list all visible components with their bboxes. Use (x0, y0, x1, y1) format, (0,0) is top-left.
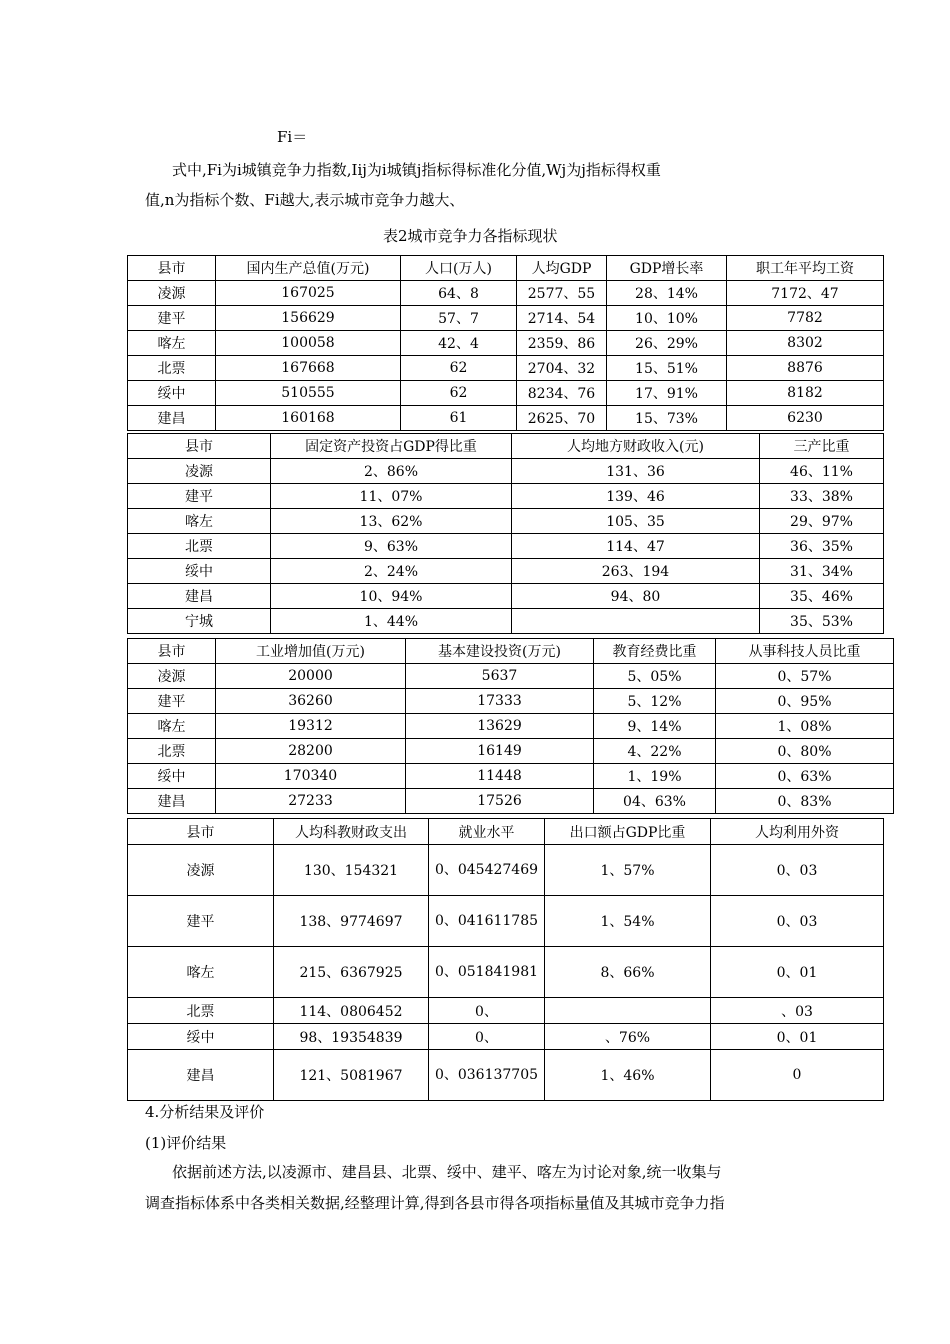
table-row (128, 998, 884, 1024)
table-cell: 0、045427469 (429, 845, 545, 896)
table-cell: 1、57% (545, 845, 711, 896)
table-cell: 170340 (216, 764, 406, 789)
table-cell: 46、11% (760, 459, 884, 484)
table-cell: 100058 (216, 331, 401, 356)
row-label: 凌源 (128, 845, 274, 896)
table-cell: 0 (711, 1050, 884, 1101)
column-header: GDP增长率 (607, 256, 727, 281)
table-cell: 0、83% (716, 789, 894, 814)
table-cell: 11、07% (271, 484, 512, 509)
table-cell: 2359、86 (517, 331, 607, 356)
table-cell: 0、03 (711, 845, 884, 896)
column-header: 县市 (128, 819, 274, 845)
column-header: 人口(万人) (401, 256, 517, 281)
table-row (128, 281, 884, 306)
subsection-title: (1)评价结果 (145, 1134, 227, 1152)
table-cell: 15、51% (607, 356, 727, 381)
table-row (128, 356, 884, 381)
table-cell: 2、86% (271, 459, 512, 484)
column-header: 工业增加值(万元) (216, 639, 406, 664)
table-cell: 、76% (545, 1024, 711, 1050)
table-cell: 215、6367925 (274, 947, 429, 998)
row-label: 喀左 (128, 331, 216, 356)
table-cell: 8182 (727, 381, 884, 406)
table-cell: 5、12% (594, 689, 716, 714)
paragraph-line: 调查指标体系中各类相关数据,经整理计算,得到各县市得各项指标量值及其城市竞争力指 (145, 1194, 725, 1212)
table-row (128, 947, 884, 998)
table-header-row (128, 819, 884, 845)
table-cell: 1、46% (545, 1050, 711, 1101)
row-label: 北票 (128, 356, 216, 381)
row-label: 绥中 (128, 764, 216, 789)
table-cell: 7782 (727, 306, 884, 331)
table-cell: 167668 (216, 356, 401, 381)
column-header: 县市 (128, 639, 216, 664)
row-label: 宁城 (128, 609, 271, 634)
row-label: 绥中 (128, 559, 271, 584)
table-cell: 8234、76 (517, 381, 607, 406)
table-row (128, 664, 894, 689)
table-header-row (128, 256, 884, 281)
table-cell: 0、95% (716, 689, 894, 714)
table-cell: 105、35 (512, 509, 760, 534)
indicator-table-4 (127, 818, 884, 1101)
row-label: 喀左 (128, 509, 271, 534)
table-cell: 36、35% (760, 534, 884, 559)
table-cell: 2、24% (271, 559, 512, 584)
formula: Fi＝ (277, 128, 308, 146)
table-row (128, 306, 884, 331)
table-cell: 1、54% (545, 896, 711, 947)
table-cell: 61 (401, 406, 517, 431)
table-cell: 2714、54 (517, 306, 607, 331)
table-cell: 131、36 (512, 459, 760, 484)
indicator-table-3 (127, 638, 894, 814)
section-title: 4.分析结果及评价 (145, 1103, 265, 1121)
table-cell (545, 998, 711, 1024)
column-header: 县市 (128, 256, 216, 281)
row-label: 建昌 (128, 584, 271, 609)
table-row (128, 331, 884, 356)
table-cell: 28200 (216, 739, 406, 764)
table-row (128, 896, 884, 947)
table-row (128, 789, 894, 814)
table-cell: 15、73% (607, 406, 727, 431)
table-cell: 7172、47 (727, 281, 884, 306)
table-cell: 1、08% (716, 714, 894, 739)
table-row (128, 584, 884, 609)
table-caption: 表2城市竞争力各指标现状 (383, 227, 558, 245)
row-label: 建平 (128, 896, 274, 947)
table-cell: 6230 (727, 406, 884, 431)
table-row (128, 689, 894, 714)
table-cell: 8302 (727, 331, 884, 356)
column-header: 职工年平均工资 (727, 256, 884, 281)
table-cell: 98、19354839 (274, 1024, 429, 1050)
table-row (128, 381, 884, 406)
table-header-row (128, 434, 884, 459)
column-header: 人均地方财政收入(元) (512, 434, 760, 459)
table-cell: 1、19% (594, 764, 716, 789)
row-label: 凌源 (128, 664, 216, 689)
table-cell: 13629 (406, 714, 594, 739)
table-cell: 138、9774697 (274, 896, 429, 947)
table-row (128, 509, 884, 534)
table-cell: 31、34% (760, 559, 884, 584)
table-cell: 42、4 (401, 331, 517, 356)
table-cell: 10、10% (607, 306, 727, 331)
table-cell: 263、194 (512, 559, 760, 584)
table-cell: 0、63% (716, 764, 894, 789)
table-cell: 114、0806452 (274, 998, 429, 1024)
row-label: 建昌 (128, 789, 216, 814)
table-row (128, 559, 884, 584)
table-cell: 19312 (216, 714, 406, 739)
table-cell: 0、57% (716, 664, 894, 689)
table-cell: 10、94% (271, 584, 512, 609)
table-cell: 9、14% (594, 714, 716, 739)
table-cell: 36260 (216, 689, 406, 714)
table-cell: 0、036137705 (429, 1050, 545, 1101)
table-cell: 0、 (429, 1024, 545, 1050)
table-cell: 33、38% (760, 484, 884, 509)
column-header: 人均利用外资 (711, 819, 884, 845)
table-cell: 5、05% (594, 664, 716, 689)
table-cell: 29、97% (760, 509, 884, 534)
column-header: 就业水平 (429, 819, 545, 845)
row-label: 喀左 (128, 714, 216, 739)
table-cell: 139、46 (512, 484, 760, 509)
table-cell (512, 609, 760, 634)
column-header: 出口额占GDP比重 (545, 819, 711, 845)
table-row (128, 714, 894, 739)
row-label: 建昌 (128, 406, 216, 431)
table-cell: 17、91% (607, 381, 727, 406)
table-cell: 510555 (216, 381, 401, 406)
table-cell: 11448 (406, 764, 594, 789)
table-cell: 35、46% (760, 584, 884, 609)
table-cell: 、03 (711, 998, 884, 1024)
column-header: 人均GDP (517, 256, 607, 281)
table-cell: 62 (401, 356, 517, 381)
table-header-row (128, 639, 894, 664)
table-cell: 0、80% (716, 739, 894, 764)
row-label: 建平 (128, 306, 216, 331)
row-label: 凌源 (128, 459, 271, 484)
table-cell: 8876 (727, 356, 884, 381)
column-header: 从事科技人员比重 (716, 639, 894, 664)
table-cell: 20000 (216, 664, 406, 689)
table-cell: 16149 (406, 739, 594, 764)
table-cell: 8、66% (545, 947, 711, 998)
table-cell: 13、62% (271, 509, 512, 534)
table-cell: 27233 (216, 789, 406, 814)
column-header: 国内生产总值(万元) (216, 256, 401, 281)
table-row (128, 609, 884, 634)
table-cell: 160168 (216, 406, 401, 431)
row-label: 凌源 (128, 281, 216, 306)
table-cell: 156629 (216, 306, 401, 331)
table-row (128, 459, 884, 484)
column-header: 人均科教财政支出 (274, 819, 429, 845)
table-cell: 17333 (406, 689, 594, 714)
paragraph-line: 值,n为指标个数、Fi越大,表示城市竞争力越大、 (145, 191, 465, 209)
table-cell: 17526 (406, 789, 594, 814)
table-cell: 0、041611785 (429, 896, 545, 947)
table-cell: 2704、32 (517, 356, 607, 381)
table-cell: 167025 (216, 281, 401, 306)
table-cell: 26、29% (607, 331, 727, 356)
table-cell: 9、63% (271, 534, 512, 559)
table-row (128, 534, 884, 559)
column-header: 三产比重 (760, 434, 884, 459)
table-cell: 0、01 (711, 1024, 884, 1050)
table-cell: 62 (401, 381, 517, 406)
row-label: 建平 (128, 484, 271, 509)
table-cell: 35、53% (760, 609, 884, 634)
table-cell: 130、154321 (274, 845, 429, 896)
column-header: 教育经费比重 (594, 639, 716, 664)
table-cell: 28、14% (607, 281, 727, 306)
table-row (128, 739, 894, 764)
row-label: 喀左 (128, 947, 274, 998)
row-label: 绥中 (128, 381, 216, 406)
table-cell: 1、44% (271, 609, 512, 634)
table-cell: 94、80 (512, 584, 760, 609)
indicator-table-1 (127, 255, 884, 431)
table-cell: 0、03 (711, 896, 884, 947)
row-label: 北票 (128, 739, 216, 764)
paragraph-line: 式中,Fi为i城镇竞争力指数,Iij为i城镇j指标得标准化分值,Wj为j指标得权重 (172, 161, 661, 179)
table-cell: 0、01 (711, 947, 884, 998)
table-cell: 2625、70 (517, 406, 607, 431)
table-cell: 57、7 (401, 306, 517, 331)
row-label: 北票 (128, 534, 271, 559)
indicator-table-2 (127, 433, 884, 634)
column-header: 固定资产投资占GDP得比重 (271, 434, 512, 459)
table-row (128, 1024, 884, 1050)
paragraph-line: 依据前述方法,以凌源市、建昌县、北票、绥中、建平、喀左为讨论对象,统一收集与 (172, 1163, 722, 1181)
table-row (128, 764, 894, 789)
table-row (128, 406, 884, 431)
row-label: 绥中 (128, 1024, 274, 1050)
column-header: 基本建设投资(万元) (406, 639, 594, 664)
row-label: 北票 (128, 998, 274, 1024)
row-label: 建平 (128, 689, 216, 714)
table-cell: 121、5081967 (274, 1050, 429, 1101)
table-cell: 4、22% (594, 739, 716, 764)
table-row (128, 1050, 884, 1101)
table-row (128, 845, 884, 896)
table-row (128, 484, 884, 509)
table-cell: 0、051841981 (429, 947, 545, 998)
table-cell: 2577、55 (517, 281, 607, 306)
table-cell: 5637 (406, 664, 594, 689)
table-cell: 114、47 (512, 534, 760, 559)
table-cell: 64、8 (401, 281, 517, 306)
column-header: 县市 (128, 434, 271, 459)
table-cell: 04、63% (594, 789, 716, 814)
table-cell: 0、 (429, 998, 545, 1024)
row-label: 建昌 (128, 1050, 274, 1101)
